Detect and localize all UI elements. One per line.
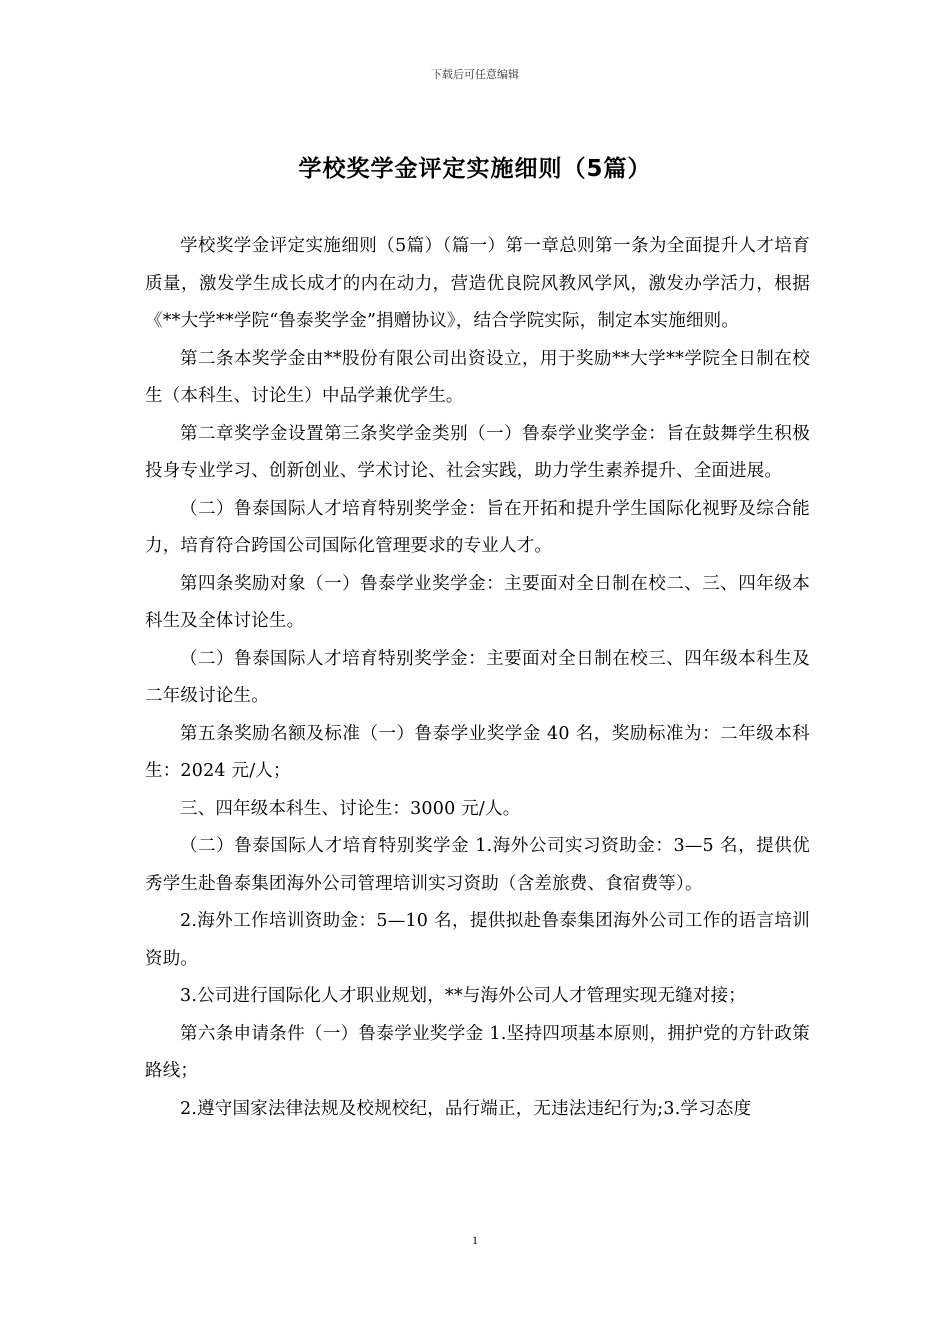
page-number: 1 [472,1233,478,1247]
paragraph: 第二条本奖学金由**股份有限公司出资设立，用于奖励**大学**学院全日制在校生（本科生、讨论生）中品学兼优学生。 [145,348,810,406]
paragraph: 三、四年级本科生、讨论生：3000 元/人。 [180,798,521,819]
document-title: 学校奖学金评定实施细则（5篇） [298,156,652,182]
paragraph: 第六条申请条件（一）鲁泰学业奖学金 1.坚持四项基本原则，拥护党的方针政策路线； [145,1023,810,1081]
paragraph: （二）鲁泰国际人才培育特别奖学金 1.海外公司实习资助金：3—5 名，提供优秀学生赴鲁泰集团海外公司管理培训实习资助（含差旅费、食宿费等）。 [145,836,810,894]
paragraph: 3.公司进行国际化人才职业规划，**与海外公司人才管理实现无缝对接； [180,986,746,1006]
document-body [145,228,810,1128]
paragraph: （二）鲁泰国际人才培育特别奖学金：主要面对全日制在校三、四年级本科生及二年级讨论生。 [145,648,810,706]
paragraph: 2.海外工作培训资助金：5—10 名，提供拟赴鲁泰集团海外公司工作的语言培训资助。 [145,911,810,969]
paragraph: 第五条奖励名额及标准（一）鲁泰学业奖学金 40 名，奖励标准为：二年级本科生：2024 元/人； [145,723,810,781]
paragraph: （二）鲁泰国际人才培育特别奖学金：旨在开拓和提升学生国际化视野及综合能力，培育符合跨国公司国际化管理要求的专业人才。 [145,498,810,556]
paragraph: 2.遵守国家法律法规及校规校纪，品行端正，无违法违纪行为;3.学习态度 [180,1098,752,1119]
paragraph: 第二章奖学金设置第三条奖学金类别（一）鲁泰学业奖学金：旨在鼓舞学生积极投身专业学习、创新创业、学术讨论、社会实践，助力学生素养提升、全面进展。 [145,423,810,481]
paragraph: 第四条奖励对象（一）鲁泰学业奖学金：主要面对全日制在校二、三、四年级本科生及全体讨论生。 [145,573,810,631]
paragraph: 学校奖学金评定实施细则（5篇）（篇一）第一章总则第一条为全面提升人才培育质量，激发学生成长成才的内在动力，营造优良院风教风学风，激发办学活力，根据《**大学**学院“鲁泰奖学金”捐赠协议》，结合学院实际，制定本实施细则。 [145,236,810,331]
header-note: 下载后可任意编辑 [431,68,519,81]
